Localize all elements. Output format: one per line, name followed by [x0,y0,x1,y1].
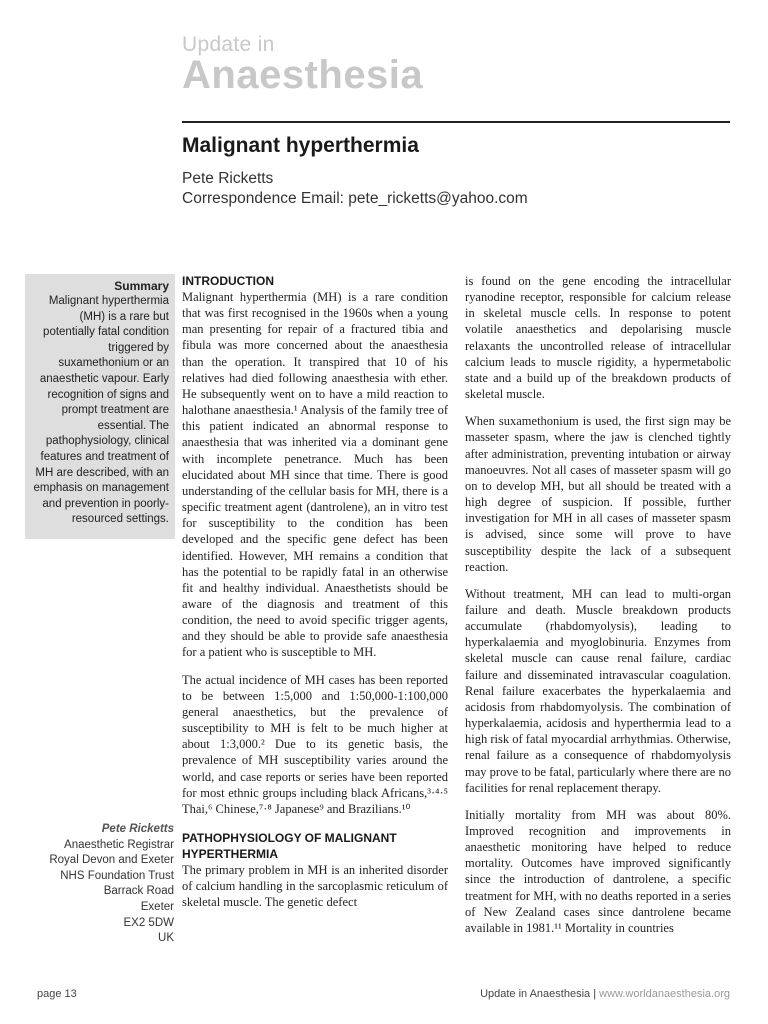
footer-journal-name: Update in Anaesthesia [480,988,591,1000]
affiliation-line: Barrack Road [103,885,174,898]
affiliation-line: Anaesthetic Registrar [64,838,174,851]
affiliation-line: UK [158,932,174,945]
correspondence-email: Correspondence Email: pete_ricketts@yahoo.com [182,190,528,207]
article-title: Malignant hyperthermia [182,134,419,157]
section-heading-pathophysiology: PATHOPHYSIOLOGY OF MALIGNANT HYPERTHERMIA [182,831,397,861]
masthead-title: Anaesthesia [182,53,424,97]
affiliation-line: NHS Foundation Trust [60,869,174,882]
affiliation-name: Pete Ricketts [101,823,174,835]
paragraph: is found on the gene encoding the intracellular ryanodine receptor, responsible for calcium release in skeletal muscle cells. In response to potent volatile anaesthetics and depolarising muscle relaxants the uncontrolled release of intracellular calcium leads to muscle rigidity, a hypermetabolic state and a build up of the breakdown products of skeletal muscle. [465,274,731,402]
author-affiliation [25,822,174,947]
footer-url-link[interactable]: www.worldanaesthesia.org [599,988,730,1000]
author-name: Pete Ricketts [182,170,274,187]
footer-journal [480,988,730,1000]
paragraph: The actual incidence of MH cases has been reported to be between 1:5,000 and 1:50,000-1:100,000 general anaesthetics, but the prevalence of susceptibility to MH is felt to be much higher at about 1:3,000.² Due to its genetic basis, the prevalence of MH susceptibility varies around the world, and case reports or series have been reported for most ethnic groups including black Africans,³·⁴·⁵ Thai,⁶ Chinese,⁷·⁸ Japanese⁹ and Brazilians.¹⁰ [182,672,448,816]
header-rule [182,121,730,123]
summary-box [25,274,175,539]
paragraph: Malignant hyperthermia (MH) is a rare condition that was first recognised in the 1960s when a young man presenting for repair of a fractured tibia and fibula was more concerned about the anaesthesia than the operation. It transpired that 10 of his relatives had died following anaesthesia with ether. He subsequently went on to have a mild reaction to halothane anaesthesia.¹ Analysis of the family tree of this patient indicated an abnormal response to anaesthesia that was inherited via a dominant gene with incomplete penetrance. Much has been elucidated about MH since that time. There is good understanding of the cellular basis for MH, there is a specific treatment agent (dantrolene), an in vitro test for susceptibility to the condition has been developed and the specific gene defect has been identified. However, MH remains a condition that has the potential to be rapidly fatal in an otherwise fit and healthy individual. Anaesthetists should be aware of the diagnosis and treatment of this condition, the need to avoid specific trigger agents, and they should be able to provide safe anaesthesia for a patient who is susceptible to MH. [182,290,448,660]
summary-heading: Summary [114,279,169,293]
page-number: page 13 [37,988,77,1000]
paragraph: Without treatment, MH can lead to multi-organ failure and death. Muscle breakdown products accumulate (rhabdomyolysis), leading to hyperkalaemia and myoglobinuria. Enzymes from skeletal muscle can cause renal failure, cardiac failure and disseminated intravascular coagulation. Renal failure exacerbates the hyperkalaemia and acidosis from rhabdomyolysis. The combination of hyperkalaemia, acidosis and hyperthermia lead to a high risk of fatal myocardial arrhythmias. Otherwise, renal failure as a consequence of rhabdomyolysis may prove to be fatal, particularly where there are no facilities for renal replacement therapy. [465,586,731,795]
author-block [182,169,528,209]
paragraph: The primary problem in MH is an inherited disorder of calcium handling in the sarcoplasmic reticulum of skeletal muscle. The genetic defect [182,863,448,910]
affiliation-line: Exeter [140,900,174,913]
affiliation-line: EX2 5DW [123,916,174,929]
body-column-2 [465,273,731,947]
footer-separator: | [590,988,600,1000]
masthead [182,33,424,97]
affiliation-line: Royal Devon and Exeter [49,854,174,867]
body-column-1 [182,273,448,921]
section-heading-introduction: INTRODUCTION [182,274,274,288]
paragraph: When suxamethonium is used, the first sign may be masseter spasm, where the jaw is clenched tightly after administration, preventing intubation or airway manoeuvres. Not all cases of masseter spasm will go on to develop MH, but all should be treated with a high degree of suspicion. If possible, further investigation for MH in all cases of masseter spasm is advised, since some will prove to have susceptibility despite the lack of a subsequent reaction. [465,414,731,574]
masthead-small: Update in [182,33,275,56]
summary-text: Malignant hyperthermia (MH) is a rare but potentially fatal condition triggered by suxamethonium or an anaesthetic vapour. Early recognition of signs and prompt treatment are essential. The pathophysiology, clinical features and treatment of MH are described, with an emphasis on management and prevention in poorly-resourced settings. [33,295,169,526]
paragraph: Initially mortality from MH was about 80%. Improved recognition and improvements in anaesthetic monitoring have helped to reduce mortality. Outcomes have improved significantly since the introduction of dantrolene, a specific treatment for MH, with no deaths reported in a series of New Zealand cases since dantrolene became available in 1981.¹¹ Mortality in countries [465,807,731,935]
